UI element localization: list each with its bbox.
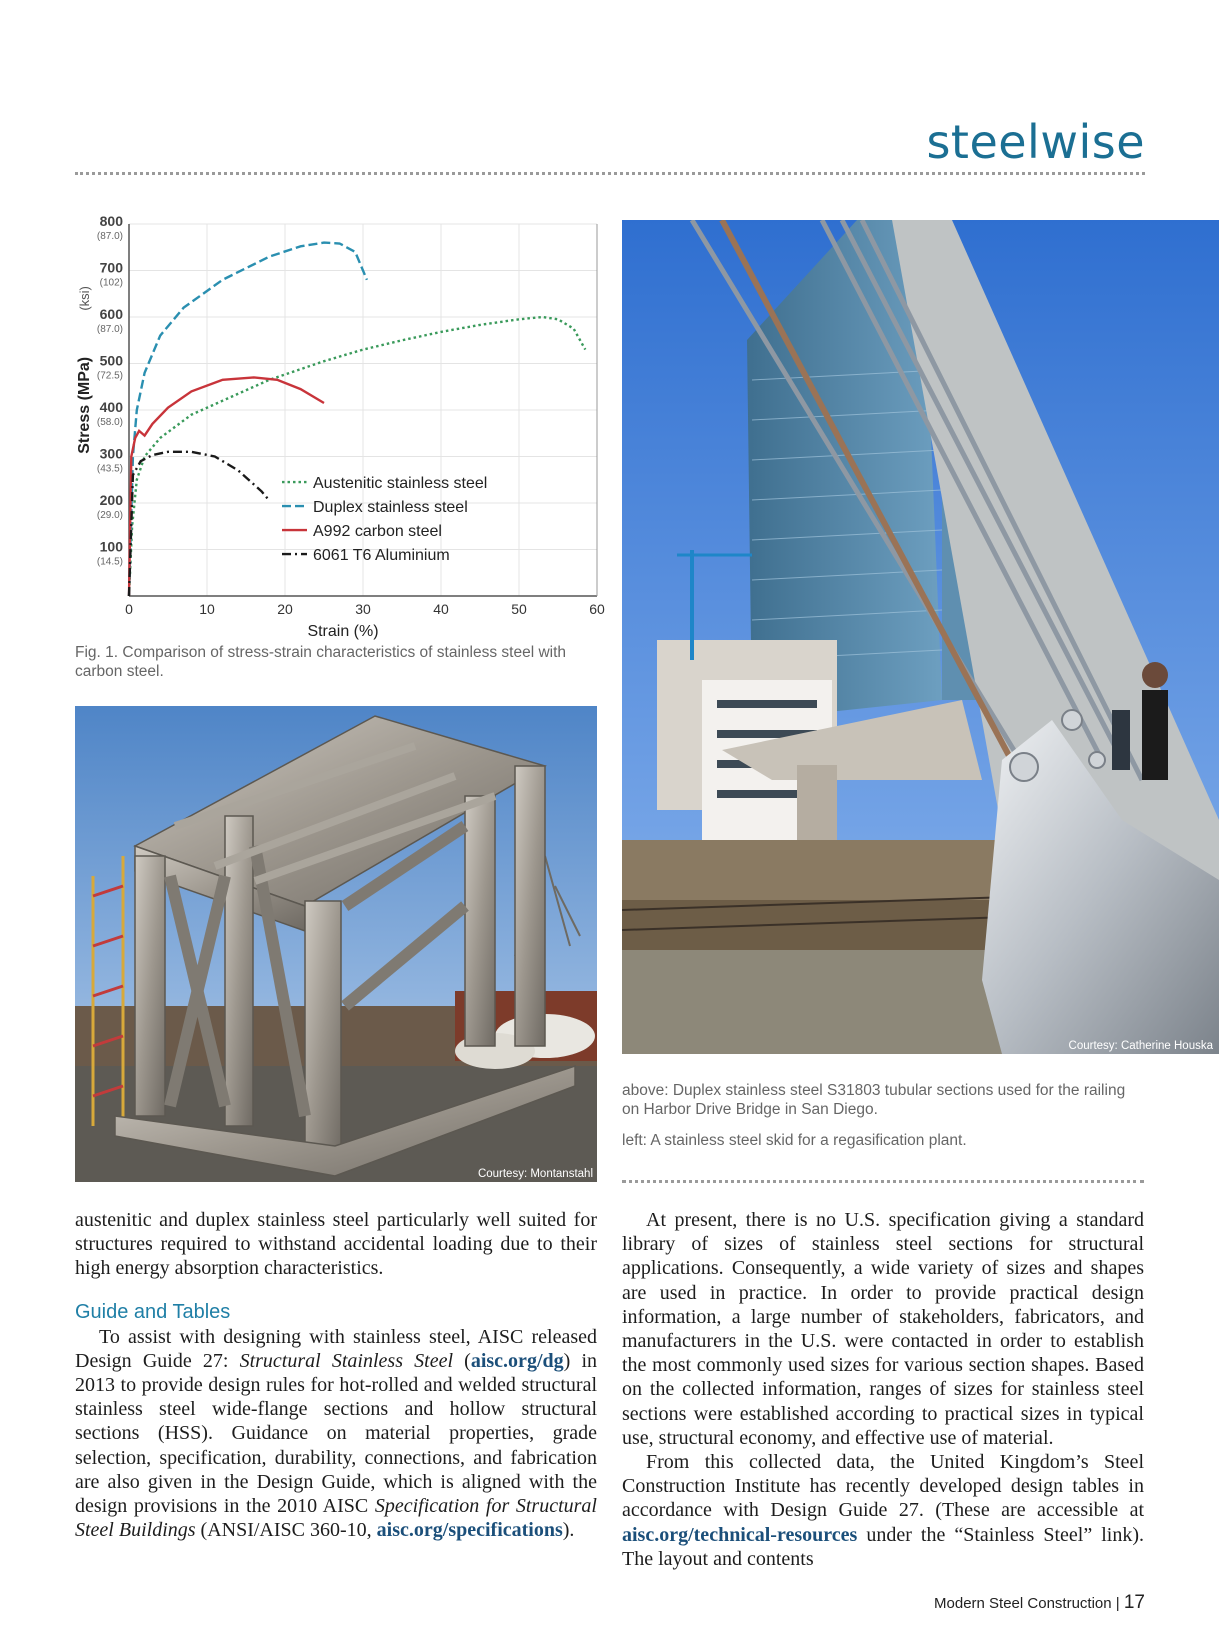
y-tick-label-mpa: 800 [99, 214, 123, 229]
design-guide-title: Structural Stainless Steel [239, 1349, 454, 1372]
y-tick-label-ksi: (102) [99, 277, 123, 289]
right-paragraph-2 [622, 1450, 1144, 1571]
x-tick-label: 10 [199, 601, 215, 617]
figure-1-caption: Fig. 1. Comparison of stress-strain characteristics of stainless steel with carbon steel. [75, 644, 567, 680]
link-aisc-specifications[interactable]: aisc.org/specifications [376, 1519, 563, 1542]
header-dotted-rule [75, 172, 1145, 175]
x-tick-label: 30 [355, 601, 371, 617]
legend-label-0: Austenitic stainless steel [313, 475, 488, 493]
x-tick-label: 0 [125, 601, 133, 617]
y-tick-label-ksi: (72.5) [96, 370, 123, 382]
link-aisc-dg[interactable]: aisc.org/dg [470, 1349, 564, 1372]
specification-title: Specification for Structural Steel Buildings [75, 1495, 597, 1542]
right-paragraph-1: At present, there is no U.S. specification giving a standard library of sizes of stainless steel sections for structural applications. Consequently, a wide variety of sizes and shapes are used in practice. In order to provide practical design information, a large number of stakeholders, fabricators, and manufacturers in the U.S. were contacted in order to establish the most commonly used sizes for various section shapes. Based on the collected information, ranges of sizes for stainless steel sections were established according to practical sizes in typical use, structural economy, and effective use of material. [622, 1209, 1144, 1449]
caption-dotted-rule [622, 1180, 1144, 1183]
y-tick-label-ksi: (87.0) [96, 324, 123, 335]
y-tick-label-mpa: 600 [99, 306, 123, 322]
legend-label-2: A992 carbon steel [313, 523, 442, 541]
text-run: To assist with designing with stainless steel, AISC released Design Guide 27: [75, 1325, 597, 1372]
stress-strain-chart [75, 214, 605, 646]
left-body-column [75, 1208, 597, 1542]
series-line-3 [129, 452, 269, 596]
harbor-drive-bridge-photo [622, 220, 1219, 1054]
page-number: 17 [1123, 1592, 1145, 1613]
stainless-skid-photo [75, 706, 597, 1182]
right-photo-credit: Courtesy: Catherine Houska [1068, 1040, 1213, 1052]
left-photo-credit: Courtesy: Montanstahl [477, 1168, 593, 1180]
y-tick-label-mpa: 700 [99, 259, 123, 276]
link-aisc-technical-resources[interactable]: aisc.org/technical-resources [622, 1523, 858, 1546]
legend-label-3: 6061 T6 Aluminium [313, 547, 450, 565]
page-footer [934, 1592, 1145, 1614]
harbor-bridge-illustration [622, 220, 1219, 1054]
text-run: From this collected data, the United Kingdom’s Steel Construction Institute has recently developed design tables in accordance with Design Guide 27. (These are accessible at [622, 1451, 1144, 1522]
y-tick-label-ksi: (29.0) [96, 510, 123, 521]
y-tick-label-ksi: (43.5) [96, 463, 123, 475]
stainless-skid-illustration [75, 706, 597, 1182]
section-title: steelwise [926, 115, 1145, 169]
y-tick-label-ksi: (14.5) [96, 556, 123, 568]
caption-above: above: Duplex stainless steel S31803 tubular sections used for the railing on Harbor Drive Bridge in San Diego. [622, 1082, 1126, 1118]
chart-svg [75, 214, 605, 646]
guide-and-tables-heading: Guide and Tables [75, 1300, 231, 1323]
y-axis-label: Stress (MPa) [76, 356, 93, 454]
x-tick-label: 20 [277, 601, 293, 617]
text-run: (ANSI/AISC 360-10, [195, 1519, 377, 1542]
y-tick-label-mpa: 100 [99, 538, 123, 555]
caption-left: left: A stainless steel skid for a regasification plant. [622, 1132, 967, 1149]
right-body-column [622, 1208, 1144, 1571]
y-tick-label-ksi: (58.0) [96, 417, 123, 428]
x-tick-label: 50 [511, 601, 527, 617]
footer-separator: | [1115, 1595, 1120, 1612]
text-run: ) in 2013 to provide design rules for hot-rolled and welded structural stainless steel wide-flange sections and hollow structural sections (HSS). Guidance on material properties, grade selection, specification, durability, connections, and fabrication are also given in the Design Guide, which is aligned with the design provisions in the 2010 AISC [75, 1349, 598, 1518]
y-tick-label-mpa: 500 [99, 352, 123, 369]
series-line-1 [129, 243, 367, 596]
left-paragraph-1: austenitic and duplex stainless steel particularly well suited for structures required to withstand accidental loading due to their high energy absorption characteristics. [75, 1209, 597, 1280]
y-axis-label-secondary: (ksi) [77, 286, 92, 311]
x-tick-label: 40 [433, 601, 449, 617]
y-tick-label-mpa: 200 [99, 492, 123, 508]
x-tick-label: 60 [589, 601, 605, 617]
legend-label-1: Duplex stainless steel [313, 499, 468, 517]
left-paragraph-2 [75, 1325, 597, 1543]
x-axis-label: Strain (%) [307, 623, 379, 640]
text-run: ). [562, 1519, 575, 1542]
text-run: under the “Stainless Steel” link). The layout and contents [622, 1523, 1144, 1570]
y-tick-label-mpa: 300 [99, 445, 123, 462]
y-tick-label-ksi: (87.0) [96, 231, 123, 242]
publication-name: Modern Steel Construction [934, 1595, 1112, 1612]
text-run: ( [453, 1349, 471, 1372]
y-tick-label-mpa: 400 [99, 399, 123, 415]
